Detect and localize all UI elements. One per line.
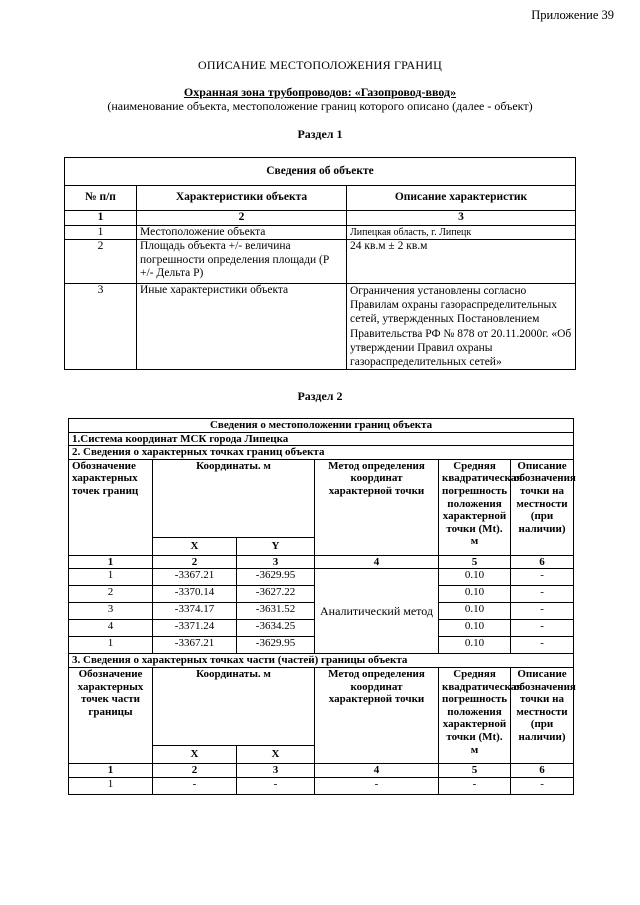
index-cell: 2 (153, 555, 237, 569)
part-point-error: - (439, 777, 511, 794)
point-x: -3367.21 (153, 637, 237, 654)
part-point-description: - (511, 777, 574, 794)
point-number: 1 (69, 637, 153, 654)
section1-label: Раздел 1 (297, 127, 343, 141)
part-point-number: 1 (69, 777, 153, 794)
row-characteristic: Местоположение объекта (137, 225, 347, 240)
part3-title: 3. Сведения о характерных точках части (частей) границы объекта (69, 654, 574, 668)
object-info-title: Сведения об объекте (65, 158, 576, 186)
point-y: -3634.25 (237, 620, 315, 637)
col-header-error: Средняя квадратическая погрешность положения характерной точки (Mt). м (439, 667, 511, 763)
coord-system: 1.Система координат МСК города Липецка (69, 432, 574, 446)
col-header-characteristic: Характеристики объекта (137, 186, 347, 211)
part-point-y: - (237, 777, 315, 794)
index-cell: 2 (137, 211, 347, 226)
table-row (69, 569, 574, 586)
point-number: 4 (69, 620, 153, 637)
col-header-x: X (153, 745, 237, 763)
col-header-x: X (153, 537, 237, 555)
col-header-y: Y (237, 537, 315, 555)
appendix-label: Приложение 39 (531, 8, 614, 22)
point-description: - (511, 620, 574, 637)
col-header-coords: Координаты. м (153, 667, 315, 745)
index-cell: 1 (69, 763, 153, 777)
point-number: 2 (69, 586, 153, 603)
table-row (65, 284, 576, 370)
point-description: - (511, 603, 574, 620)
part-point-method: - (315, 777, 439, 794)
row-description: Ограничения установлены согласно Правилам охраны газораспределительных сетей, утвержденных Постановлением Правительства РФ № 878 от 20.11.2000г. «Об утверждении Правил охраны газораспределительных сетей» (347, 284, 576, 370)
col-header-point-desc: Описание обозначения точки на местности (при наличии) (511, 667, 574, 763)
row-number: 3 (65, 284, 137, 370)
index-cell: 3 (347, 211, 576, 226)
point-x: -3371.24 (153, 620, 237, 637)
row-description: Липецкая область, г. Липецк (347, 225, 576, 240)
col-header-description: Описание характеристик (347, 186, 576, 211)
index-cell: 5 (439, 763, 511, 777)
row-characteristic: Иные характеристики объекта (137, 284, 347, 370)
point-y: -3629.95 (237, 569, 315, 586)
object-name-text: Охранная зона трубопроводов: «Газопровод-ввод» (183, 85, 457, 99)
index-cell: 4 (315, 555, 439, 569)
col-header-number: № п/п (65, 186, 137, 211)
method-value: Аналитический метод (315, 569, 439, 654)
table-row (69, 777, 574, 794)
object-note: (наименование объекта, местоположение границ которого описано (далее - объект) (107, 99, 533, 113)
boundary-table-title: Сведения о местоположении границ объекта (69, 419, 574, 433)
col-header-x2: X (237, 745, 315, 763)
index-cell: 2 (153, 763, 237, 777)
point-error: 0.10 (439, 586, 511, 603)
point-error: 0.10 (439, 620, 511, 637)
index-cell: 1 (65, 211, 137, 226)
section2-label: Раздел 2 (297, 389, 343, 403)
table-row (65, 225, 576, 240)
col-header-point-desc: Описание обозначения точки на местности (при наличии) (511, 459, 574, 555)
col-header-error: Средняя квадратическая погрешность положения характерной точки (Mt). м (439, 459, 511, 555)
col-header-coords: Координаты. м (153, 459, 315, 537)
index-cell: 3 (237, 555, 315, 569)
index-cell: 1 (69, 555, 153, 569)
row-description: 24 кв.м ± 2 кв.м (347, 240, 576, 284)
index-cell: 6 (511, 763, 574, 777)
col-header-method: Метод определения координат характерной точки (315, 667, 439, 763)
document-title: ОПИСАНИЕ МЕСТОПОЛОЖЕНИЯ ГРАНИЦ (198, 58, 442, 72)
point-x: -3370.14 (153, 586, 237, 603)
index-cell: 5 (439, 555, 511, 569)
col-header-part-point: Обозначение характерных точек части границы (69, 667, 153, 763)
point-description: - (511, 637, 574, 654)
index-cell: 3 (237, 763, 315, 777)
point-description: - (511, 586, 574, 603)
point-description: - (511, 569, 574, 586)
row-number: 2 (65, 240, 137, 284)
point-number: 3 (69, 603, 153, 620)
table-row (65, 240, 576, 284)
point-error: 0.10 (439, 603, 511, 620)
col-header-point: Обозначение характерных точек границ (69, 459, 153, 555)
object-name (0, 85, 640, 100)
col-header-method: Метод определения координат характерной точки (315, 459, 439, 555)
point-error: 0.10 (439, 637, 511, 654)
part2-title: 2. Сведения о характерных точках границ объекта (69, 446, 574, 460)
point-x: -3367.21 (153, 569, 237, 586)
row-characteristic: Площадь объекта +/- величина погрешности определения площади (Р +/- Дельта Р) (137, 240, 347, 284)
point-y: -3631.52 (237, 603, 315, 620)
point-number: 1 (69, 569, 153, 586)
index-cell: 6 (511, 555, 574, 569)
row-number: 1 (65, 225, 137, 240)
point-x: -3374.17 (153, 603, 237, 620)
point-error: 0.10 (439, 569, 511, 586)
point-y: -3627.22 (237, 586, 315, 603)
object-info-table (64, 157, 576, 370)
boundary-table (68, 418, 574, 795)
index-cell: 4 (315, 763, 439, 777)
point-y: -3629.95 (237, 637, 315, 654)
part-point-x: - (153, 777, 237, 794)
